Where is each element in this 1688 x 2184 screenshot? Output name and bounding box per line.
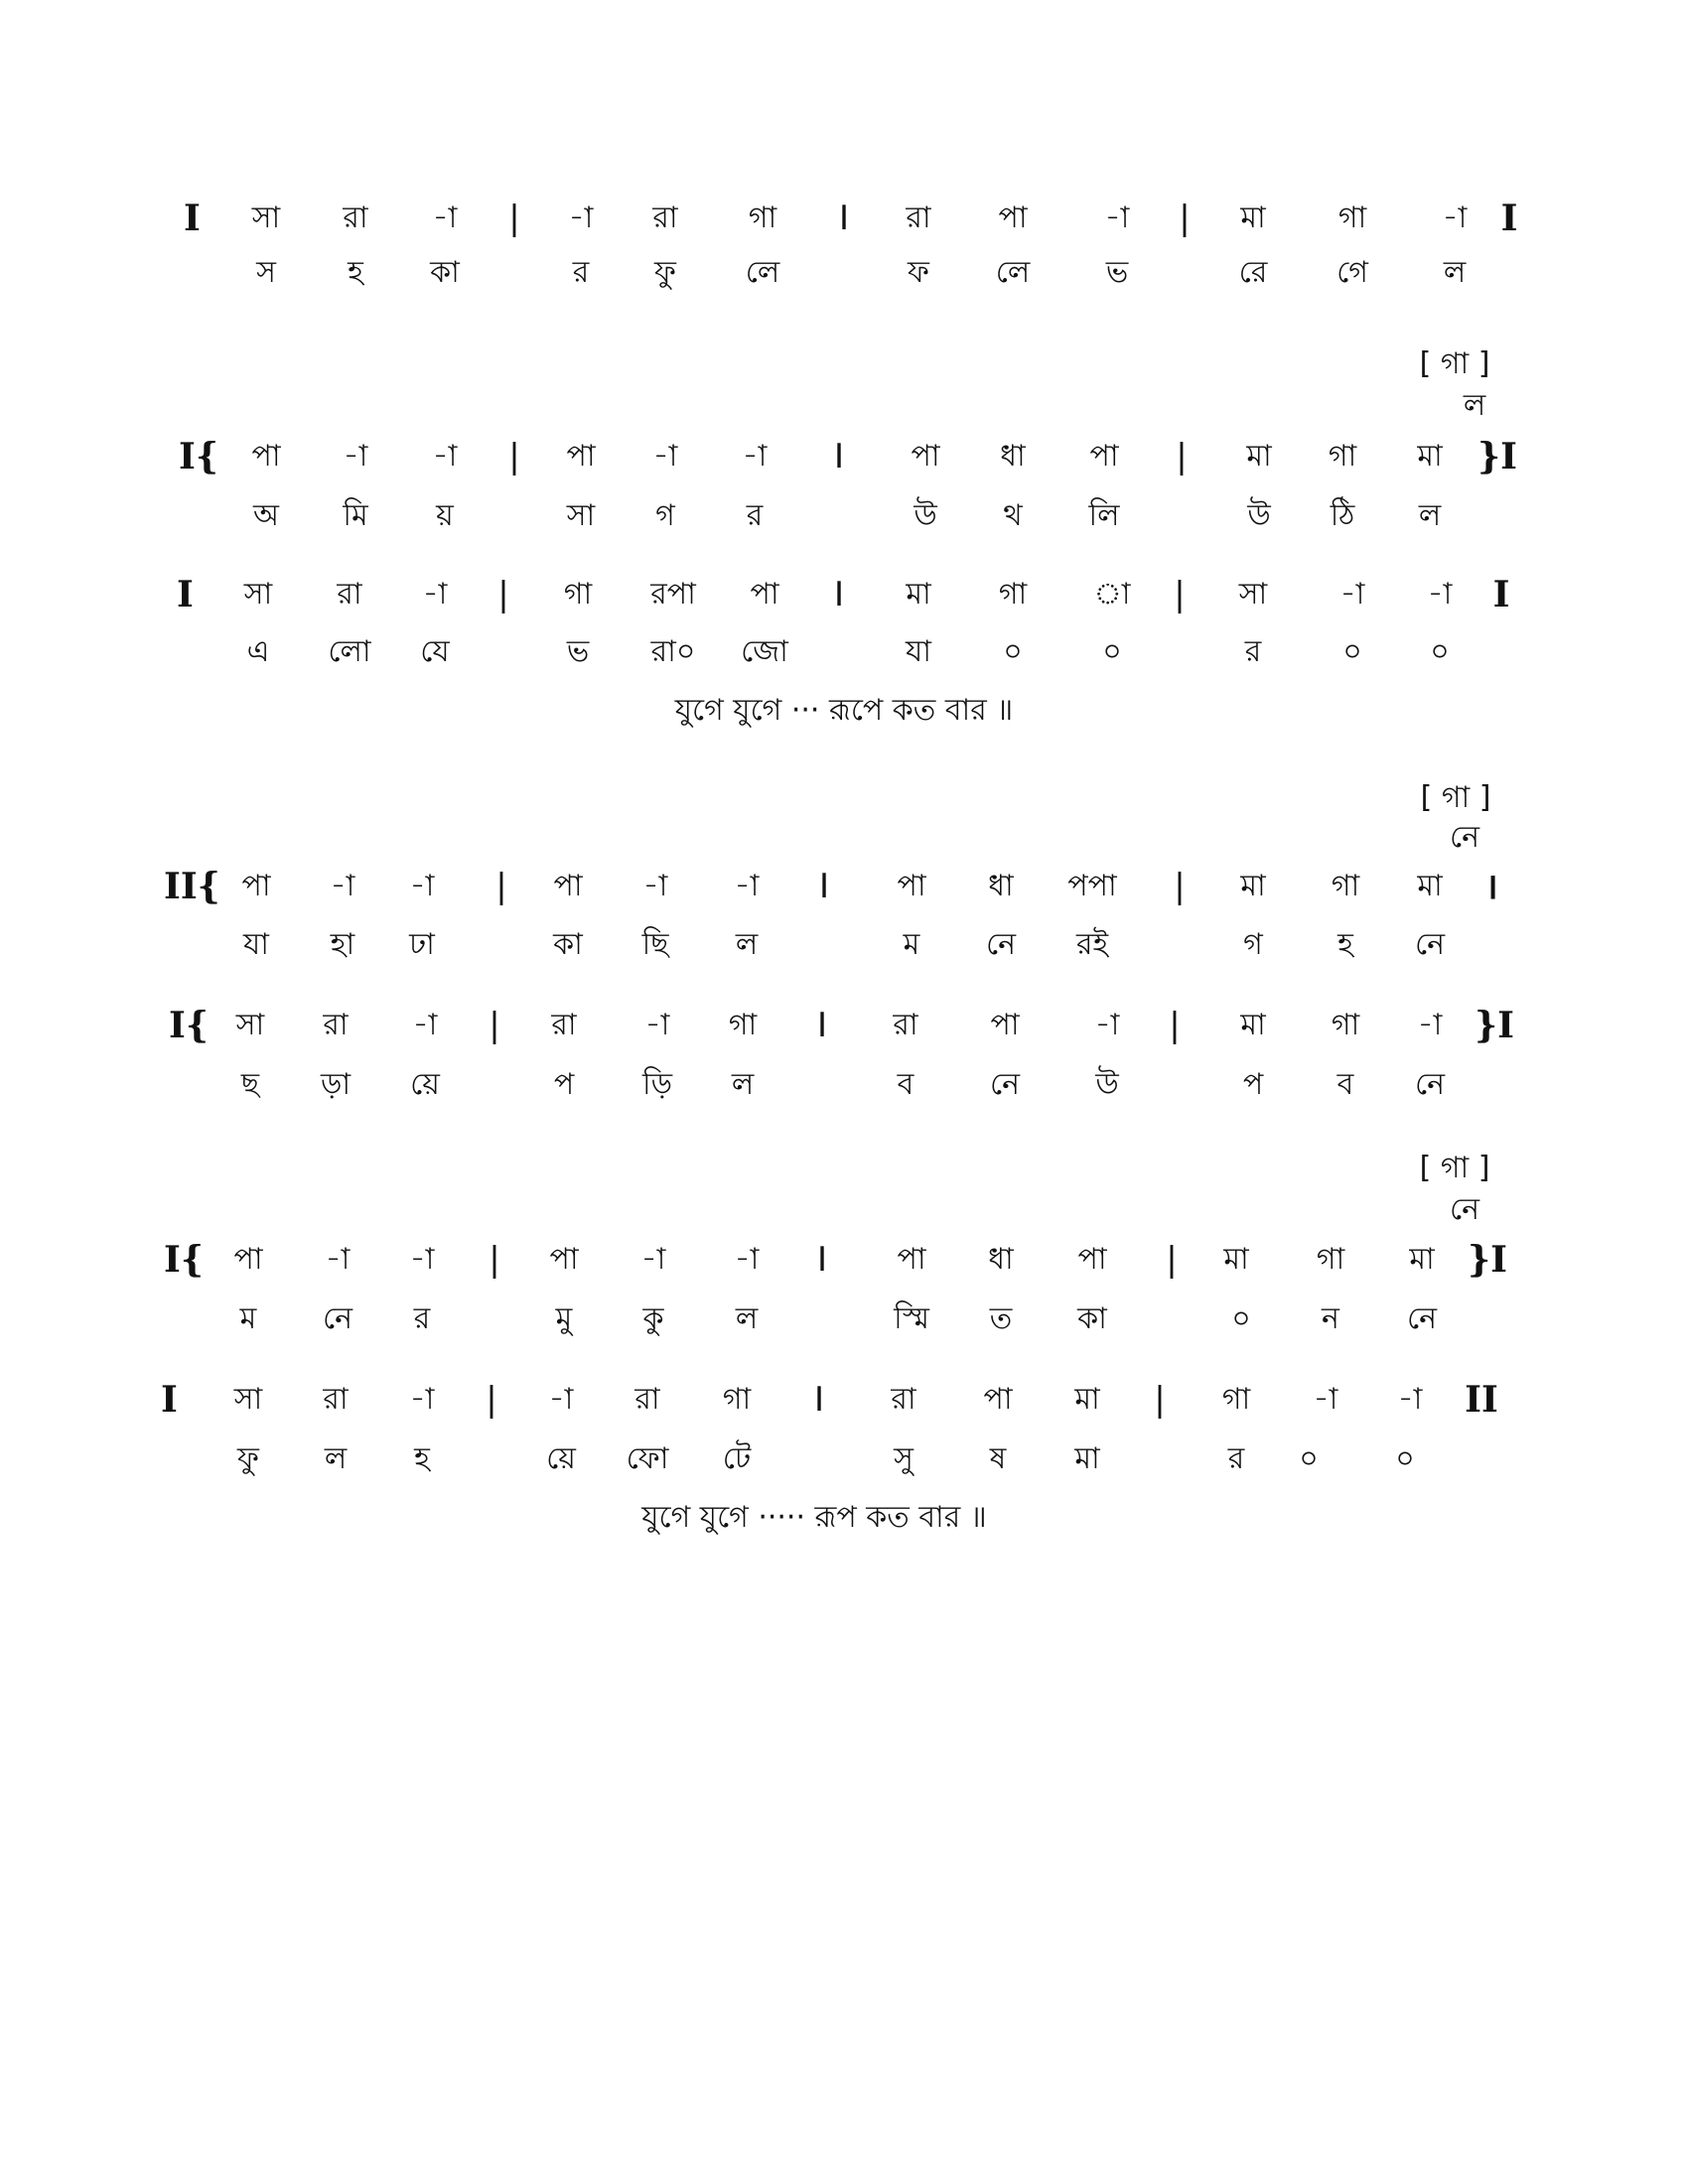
swara: মা <box>906 577 931 612</box>
lyric-syllable: য়ে <box>410 1067 440 1102</box>
lyric-syllable: ড়ি <box>641 1067 673 1102</box>
lyric-syllable: লে <box>995 255 1031 290</box>
lyric-syllable: এ <box>246 634 270 669</box>
lyric-syllable: র <box>746 498 764 533</box>
lyric-syllable: নে <box>322 1301 353 1336</box>
start-mark: I <box>177 574 194 615</box>
lyric-syllable: ষ <box>989 1441 1007 1476</box>
swara: মা <box>1074 1382 1100 1417</box>
swara: পা <box>233 1242 263 1277</box>
lyric-syllable: ০ <box>1342 634 1362 669</box>
lyric-syllable: সু <box>894 1441 914 1476</box>
swara: মা <box>1417 869 1443 903</box>
lyric-syllable: য়ে <box>546 1441 576 1476</box>
lyric-syllable: ল <box>1418 498 1442 533</box>
swara: গা <box>1316 1242 1345 1277</box>
barline: | <box>1174 867 1186 906</box>
swara: মা <box>1240 869 1266 903</box>
lyric-syllable: হ <box>1337 927 1353 962</box>
swara: -া <box>409 1242 435 1277</box>
lyric-syllable: য় <box>436 498 454 533</box>
end-mark: }I <box>1477 436 1517 478</box>
section-mark: I <box>816 1240 828 1280</box>
end-mark: । <box>1484 866 1498 907</box>
lyric-syllable: ফ <box>908 255 929 290</box>
swara: -া <box>432 201 458 235</box>
swara: ধা <box>988 1242 1014 1277</box>
swara: পা <box>1089 439 1119 474</box>
annotation-swara: [ গা ] <box>1419 346 1490 381</box>
start-mark: I <box>184 198 201 239</box>
lyric-syllable: সা <box>566 498 596 533</box>
swara: গা <box>1221 1382 1251 1417</box>
lyric-syllable: নে <box>989 1067 1021 1102</box>
barline: | <box>495 867 507 906</box>
lyric-syllable: কা <box>553 927 583 962</box>
barline: | <box>1154 1380 1166 1420</box>
lyric-syllable: ব <box>897 1067 914 1102</box>
swara: ধা <box>1000 439 1026 474</box>
lyric-syllable: ল <box>731 1067 755 1102</box>
lyric-syllable: রই <box>1075 927 1109 962</box>
swara: গা <box>1331 1008 1360 1042</box>
swara: া <box>1093 577 1131 612</box>
swara: পা <box>549 1242 579 1277</box>
lyric-syllable: স <box>256 255 276 290</box>
barline: | <box>508 437 520 477</box>
section-mark: I <box>813 1380 825 1420</box>
lyric-syllable: নে <box>1414 927 1446 962</box>
lyric-syllable: ম <box>239 1301 257 1336</box>
lyric-syllable: মু <box>555 1301 573 1336</box>
lyric-syllable: ০ <box>1395 1441 1415 1476</box>
swara: গা <box>1328 439 1357 474</box>
lyric-syllable: ফো <box>626 1441 669 1476</box>
lyric-syllable: ত <box>989 1301 1013 1336</box>
lyric-syllable: লো <box>328 634 371 669</box>
barline: | <box>486 1380 497 1420</box>
lyric-syllable: টে <box>722 1441 752 1476</box>
swara: মা <box>1409 1242 1435 1277</box>
lyric-syllable: র <box>413 1301 431 1336</box>
lyric-syllable: থ <box>1003 498 1023 533</box>
lyric-syllable: স্মি <box>894 1301 929 1336</box>
swara: পা <box>750 577 779 612</box>
lyric-syllable: মা <box>1074 1441 1100 1476</box>
swara: -া <box>1427 577 1453 612</box>
swara: -া <box>734 869 760 903</box>
swara: -া <box>1313 1382 1338 1417</box>
swara: পা <box>251 439 281 474</box>
lyric-syllable: কা <box>430 255 460 290</box>
lyric-syllable: যা <box>243 927 269 962</box>
lyric-syllable: লি <box>1088 498 1120 533</box>
end-mark: }I <box>1475 1005 1514 1046</box>
swara: -া <box>644 1008 670 1042</box>
lyric-syllable: কা <box>1077 1301 1107 1336</box>
lyric-syllable: প <box>1242 1067 1264 1102</box>
swara: রপা <box>650 577 696 612</box>
swara: সা <box>1238 577 1268 612</box>
section-mark: I <box>838 199 850 238</box>
swara: মা <box>1417 439 1443 474</box>
lyric-syllable: ল <box>735 1301 759 1336</box>
lyric-syllable: ড়া <box>320 1067 352 1102</box>
swara: পা <box>566 439 596 474</box>
swara: সা <box>233 1382 263 1417</box>
lyric-syllable: ০ <box>1003 634 1023 669</box>
swara: রা <box>343 201 368 235</box>
lyric-syllable: ০ <box>1102 634 1122 669</box>
lyric-syllable: ০ <box>1299 1441 1319 1476</box>
swara: পা <box>553 869 583 903</box>
swara: ধা <box>988 869 1014 903</box>
barline: | <box>508 199 520 238</box>
lyric-syllable: উ <box>914 498 937 533</box>
swara: -া <box>652 439 678 474</box>
swara: মা <box>1246 439 1272 474</box>
lyric-syllable: উ <box>1095 1067 1119 1102</box>
lyric-syllable: ম <box>903 927 920 962</box>
section-mark: I <box>833 575 845 614</box>
lyric-syllable: র <box>1227 1441 1245 1476</box>
lyric-syllable: নে <box>1406 1301 1438 1336</box>
start-mark: II{ <box>164 866 220 907</box>
swara: -া <box>409 1382 435 1417</box>
lyric-syllable: যা <box>906 634 931 669</box>
refrain-text: যুগে যুগে ··· রূপে কত বার ॥ <box>674 693 1014 728</box>
lyric-syllable: ল <box>324 1441 348 1476</box>
swara: -া <box>330 869 355 903</box>
lyric-syllable: উ <box>1247 498 1271 533</box>
lyric-syllable: জো <box>741 634 788 669</box>
swara: -া <box>568 201 594 235</box>
swara: -া <box>1339 577 1365 612</box>
swara: গা <box>1331 869 1360 903</box>
start-mark: I{ <box>179 436 218 478</box>
swara: পা <box>998 201 1028 235</box>
swara: -া <box>742 439 768 474</box>
swara: পা <box>897 869 926 903</box>
refrain-text: যুগে যুগে ····· রূপ কত বার ॥ <box>641 1500 987 1535</box>
swara: রা <box>652 201 678 235</box>
annotation-swara: [ গা ] <box>1419 1151 1490 1185</box>
barline: | <box>1174 575 1186 614</box>
swara: পা <box>897 1242 926 1277</box>
swara: রা <box>634 1382 660 1417</box>
lyric-syllable: র <box>572 255 590 290</box>
lyric-syllable: ফু <box>237 1441 259 1476</box>
start-mark: I{ <box>164 1239 204 1281</box>
swara: রা <box>323 1008 349 1042</box>
swara: মা <box>1240 1008 1266 1042</box>
lyric-syllable: হা <box>330 927 355 962</box>
swara: গা <box>1337 201 1367 235</box>
lyric-syllable: ছ <box>240 1067 260 1102</box>
annotation-swara: [ গা ] <box>1420 780 1491 815</box>
swara: গা <box>728 1008 758 1042</box>
lyric-syllable: ছি <box>641 927 669 962</box>
swara: সা <box>235 1008 265 1042</box>
swara: পপা <box>1067 869 1117 903</box>
swara: পা <box>911 439 940 474</box>
lyric-syllable: ভ <box>1105 255 1129 290</box>
lyric-syllable: গে <box>1336 255 1368 290</box>
end-mark: II <box>1465 1379 1498 1421</box>
lyric-syllable: হ <box>348 255 363 290</box>
annotation-syllable: নে <box>1449 1192 1480 1227</box>
section-mark: I <box>833 437 845 477</box>
lyric-syllable: যে <box>420 634 450 669</box>
swara: -া <box>343 439 368 474</box>
swara: -া <box>640 1242 666 1277</box>
lyric-syllable: মি <box>343 498 368 533</box>
lyric-syllable: প <box>553 1067 575 1102</box>
swara: মা <box>1240 201 1266 235</box>
swara: -া <box>325 1242 351 1277</box>
lyric-syllable: ল <box>735 927 759 962</box>
end-mark: }I <box>1468 1239 1507 1281</box>
swara: পা <box>241 869 271 903</box>
start-mark: I{ <box>169 1005 209 1046</box>
lyric-syllable: গ <box>655 498 675 533</box>
lyric-syllable: ০ <box>1231 1301 1251 1336</box>
swara: গা <box>748 201 777 235</box>
lyric-syllable: রা০ <box>650 634 696 669</box>
lyric-syllable: কু <box>642 1301 664 1336</box>
barline: | <box>489 1006 500 1045</box>
swara: -া <box>734 1242 760 1277</box>
lyric-syllable: ল <box>1443 255 1467 290</box>
swara: -া <box>1094 1008 1120 1042</box>
barline: | <box>1179 199 1191 238</box>
swara: রা <box>323 1382 349 1417</box>
lyric-syllable: ঢা <box>409 927 435 962</box>
lyric-syllable: অ <box>253 498 279 533</box>
swara: গা <box>563 577 593 612</box>
swara: -া <box>642 869 668 903</box>
swara: সা <box>251 201 281 235</box>
barline: | <box>497 575 509 614</box>
swara: -া <box>1442 201 1468 235</box>
barline: | <box>1169 1006 1181 1045</box>
swara: সা <box>243 577 273 612</box>
start-mark: I <box>161 1379 178 1421</box>
swara: -া <box>422 577 448 612</box>
swara: -া <box>1417 1008 1443 1042</box>
barline: | <box>489 1240 500 1280</box>
section-mark: I <box>818 867 830 906</box>
swara: রা <box>893 1008 918 1042</box>
swara: পা <box>1077 1242 1107 1277</box>
swara: রা <box>906 201 931 235</box>
lyric-syllable: ০ <box>1430 634 1450 669</box>
swara: -া <box>432 439 458 474</box>
lyric-syllable: ব <box>1336 1067 1354 1102</box>
swara: পা <box>990 1008 1020 1042</box>
barline: | <box>1166 1240 1178 1280</box>
swara: রা <box>337 577 362 612</box>
section-mark: I <box>816 1006 828 1045</box>
end-mark: I <box>1492 574 1510 615</box>
annotation-syllable: ল <box>1463 388 1486 423</box>
swara: -া <box>1397 1382 1423 1417</box>
lyric-syllable: লে <box>745 255 780 290</box>
swara: রা <box>551 1008 577 1042</box>
swara: -া <box>548 1382 574 1417</box>
lyric-syllable: রে <box>1238 255 1268 290</box>
lyric-syllable: ভ <box>566 634 590 669</box>
lyric-syllable: র <box>1244 634 1262 669</box>
lyric-syllable: নে <box>1414 1067 1446 1102</box>
swara: -া <box>1104 201 1130 235</box>
swara: গা <box>722 1382 752 1417</box>
lyric-syllable: হ <box>414 1441 430 1476</box>
swara: মা <box>1223 1242 1249 1277</box>
barline: | <box>1176 437 1188 477</box>
lyric-syllable: ন <box>1322 1301 1339 1336</box>
lyric-syllable: ফু <box>654 255 676 290</box>
swara: পা <box>983 1382 1013 1417</box>
lyric-syllable: গ <box>1243 927 1263 962</box>
lyric-syllable: নে <box>985 927 1017 962</box>
swara: -া <box>412 1008 438 1042</box>
annotation-syllable: নে <box>1449 820 1480 855</box>
lyric-syllable: ঠি <box>1330 498 1355 533</box>
swara: গা <box>998 577 1028 612</box>
swara: রা <box>891 1382 916 1417</box>
end-mark: I <box>1500 198 1518 239</box>
swara: -া <box>409 869 435 903</box>
